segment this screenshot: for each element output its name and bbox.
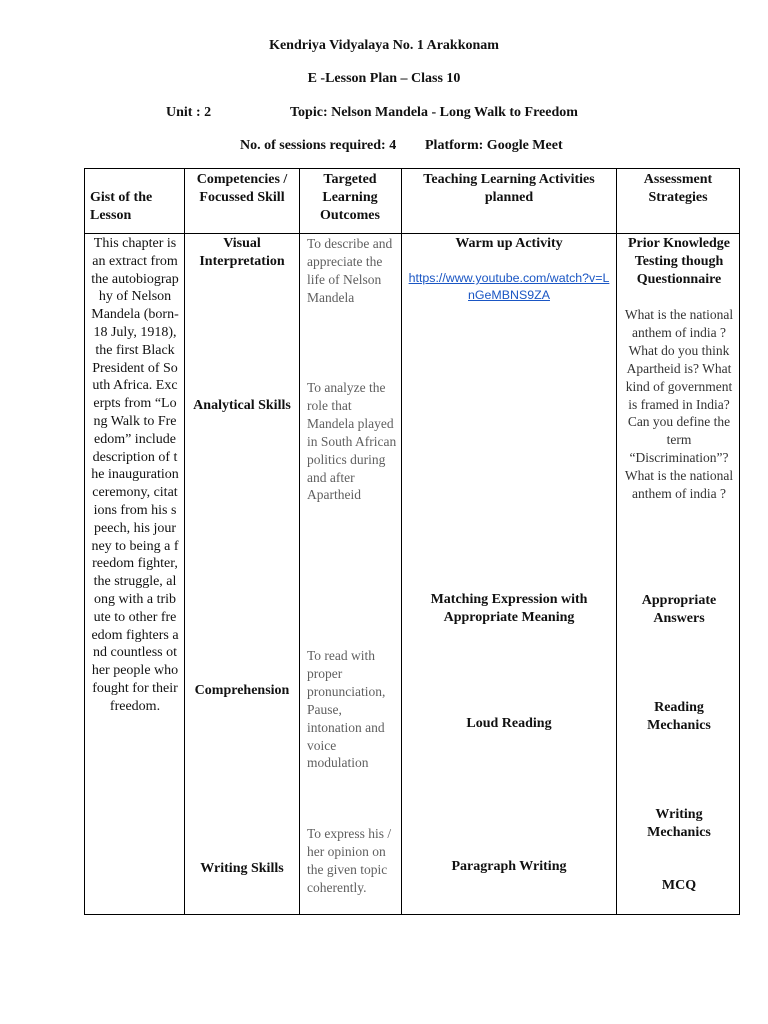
header-outcomes: Targeted Learning Outcomes	[320, 172, 380, 223]
header-gist: Gist of the Lesson	[90, 190, 153, 223]
skill-writing: Writing Skills	[200, 861, 284, 876]
header-competencies: Competencies / Focussed Skill	[196, 172, 288, 205]
school-name: Kendriya Vidyalaya No. 1 Arakkonam	[269, 38, 499, 53]
activity-video-link[interactable]: https://www.youtube.com/watch?v=LnGeMBNS9ZA	[408, 271, 610, 302]
outcome-analyze: To analyze the role that Mandela played in South African politics during and after Apartheid	[307, 380, 397, 503]
unit-label: Unit : 2	[166, 105, 212, 120]
activity-loud-reading: Loud Reading	[466, 716, 552, 731]
assessment-prior-knowledge: Prior Knowledge Testing though Questionnaire	[627, 236, 730, 287]
assessment-writing-mechanics: Writing Mechanics	[647, 807, 711, 840]
assessment-mcq: MCQ	[661, 878, 697, 893]
activity-paragraph-writing: Paragraph Writing	[451, 859, 567, 874]
activity-matching: Matching Expression with Appropriate Meaning	[430, 592, 588, 625]
lesson-plan-title: E -Lesson Plan – Class 10	[307, 71, 461, 86]
header-assessment: Assessment Strategies	[643, 172, 713, 205]
assessment-appropriate-answers: Appropriate Answers	[641, 593, 717, 626]
lesson-plan-table	[84, 168, 740, 915]
sessions-label: No. of sessions required: 4	[240, 138, 397, 153]
assessment-questions: What is the national anthem of india ? What do you think Apartheid is? What kind of government is framed in India? Can you define the term “Discrimination”? What is the national anthem of india ?	[624, 307, 734, 502]
header-activities: Teaching Learning Activities planned	[423, 172, 595, 205]
platform-label: Platform: Google Meet	[425, 138, 563, 153]
assessment-reading-mechanics: Reading Mechanics	[647, 700, 711, 733]
skill-comprehension: Comprehension	[194, 683, 290, 698]
skill-visual: Visual Interpretation	[199, 236, 285, 269]
outcome-describe: To describe and appreciate the life of Nelson Mandela	[307, 236, 393, 305]
skill-analytical: Analytical Skills	[193, 398, 291, 413]
activity-warmup: Warm up Activity	[455, 236, 563, 251]
topic-label: Topic: Nelson Mandela - Long Walk to Freedom	[290, 105, 578, 120]
outcome-express: To express his / her opinion on the given topic coherently.	[307, 826, 392, 895]
gist-text: This chapter is an extract from the autobiography of Nelson Mandela (born- 18 July, 1918), the first Black President of South Africa. Excerpts from “Long Walk to Freedom” include description of the inauguration ceremony, citations from his speech, his journey to being a freedom fighter, the struggle, along with a tribute to other freedom fighters and countless other people who fought for their freedom.	[91, 236, 179, 714]
outcome-read: To read with proper pronunciation, Pause, intonation and voice modulation	[307, 648, 386, 771]
